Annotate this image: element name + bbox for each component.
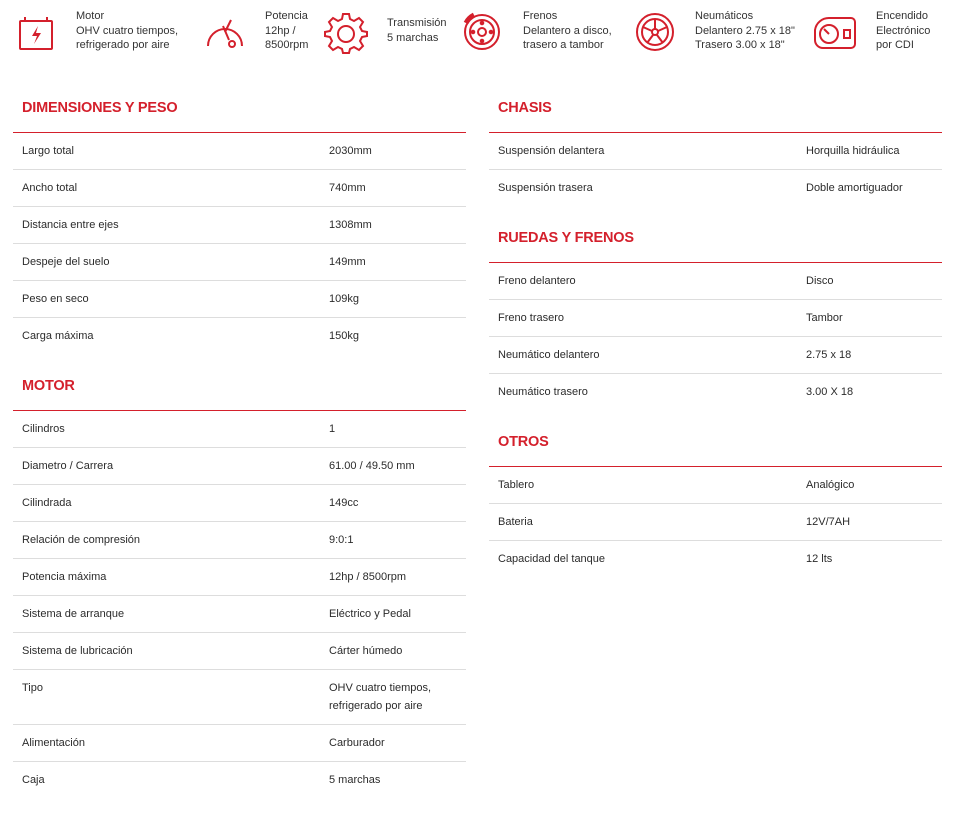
feature-frenos-line-1: Frenos [523, 10, 558, 22]
feature-motor-line-2: OHV cuatro tiempos, [76, 24, 179, 37]
spec-label: Diametro / Carrera [22, 460, 114, 472]
spec-value: Analógico [806, 479, 855, 491]
feature-neumaticos-line-1: Neumáticos [695, 10, 754, 22]
spec-row [13, 411, 466, 448]
spec-value: 149mm [329, 256, 366, 268]
spec-label: Freno delantero [498, 275, 576, 287]
battery-icon [14, 10, 58, 54]
spec-value: 149cc [329, 497, 359, 509]
spec-value: 2030mm [329, 145, 372, 157]
spec-value: 740mm [329, 182, 366, 194]
spec-label: Tipo [22, 682, 43, 694]
spec-row [489, 504, 942, 541]
spec-row [13, 596, 466, 633]
spec-label: Suspensión delantera [498, 145, 605, 157]
spec-value: Carburador [329, 737, 385, 749]
spec-label: Potencia máxima [22, 571, 107, 583]
spec-row [13, 559, 466, 596]
spec-row [13, 633, 466, 670]
spec-row [489, 170, 942, 207]
feature-frenos-line-3: trasero a tambor [523, 39, 604, 51]
spec-value: Disco [806, 275, 834, 287]
speedometer-icon [203, 10, 247, 54]
features-strip [0, 0, 955, 70]
spec-value: 12V/7AH [806, 516, 851, 528]
spec-row [13, 318, 466, 355]
feature-transmision-line-1: Transmisión [387, 17, 447, 29]
spec-value: 109kg [329, 293, 359, 305]
spec-label: Relación de compresión [22, 534, 141, 546]
spec-row [489, 541, 942, 578]
spec-value: 1308mm [329, 219, 372, 231]
spec-value: Tambor [806, 312, 843, 324]
feature-potencia-line-1: Potencia [265, 10, 308, 22]
spec-label: Freno trasero [498, 312, 565, 324]
spec-row [13, 281, 466, 318]
section-title-otros: OTROS [498, 434, 549, 450]
feature-encendido-line-3: por CDI [876, 39, 914, 51]
section-title-chasis: CHASIS [498, 100, 552, 116]
section-title-dimensiones: DIMENSIONES Y PESO [22, 100, 178, 116]
spec-label: Suspensión trasera [498, 182, 593, 194]
spec-row [13, 170, 466, 207]
section-title-ruedas: RUEDAS Y FRENOS [498, 230, 634, 246]
spec-row [13, 244, 466, 281]
spec-row [489, 133, 942, 170]
spec-row [489, 467, 942, 504]
wheel-icon [633, 10, 677, 54]
spec-row [489, 300, 942, 337]
gear-icon [324, 10, 368, 54]
section-title-motor: MOTOR [22, 378, 75, 394]
spec-label: Tablero [498, 479, 535, 491]
feature-frenos-line-2: Delantero a disco, [523, 24, 612, 37]
feature-neumaticos-line-3: Trasero 3.00 x 18" [695, 39, 785, 51]
spec-value: 150kg [329, 330, 359, 342]
spec-label: Cilindros [22, 423, 65, 435]
spec-row [489, 374, 942, 411]
spec-value: 2.75 x 18 [806, 349, 852, 361]
spec-label: Sistema de lubricación [22, 645, 133, 657]
spec-value: Cárter húmedo [329, 645, 403, 657]
spec-value: Eléctrico y Pedal [329, 608, 411, 620]
brake-disc-icon [460, 10, 504, 54]
spec-row [13, 725, 466, 762]
spec-value: 12hp / 8500rpm [329, 571, 407, 583]
feature-encendido-line-2: Electrónico [876, 24, 931, 37]
spec-value: 61.00 / 49.50 mm [329, 460, 415, 472]
spec-row [13, 448, 466, 485]
spec-row [13, 762, 466, 799]
spec-label: Carga máxima [22, 330, 94, 342]
spec-value-line-2: refrigerado por aire [329, 700, 423, 712]
spec-label: Distancia entre ejes [22, 219, 119, 231]
spec-label: Cilindrada [22, 497, 72, 509]
spec-label: Ancho total [22, 182, 78, 194]
feature-motor-line-1: Motor [76, 10, 105, 22]
spec-label: Peso en seco [22, 293, 89, 305]
ignition-gauge-icon [811, 10, 859, 54]
spec-row [13, 133, 466, 170]
spec-label: Neumático trasero [498, 386, 588, 398]
spec-label: Alimentación [22, 737, 85, 749]
spec-label: Neumático delantero [498, 349, 600, 361]
spec-value: Doble amortiguador [806, 182, 903, 194]
feature-neumaticos-line-2: Delantero 2.75 x 18" [695, 24, 795, 37]
spec-label: Sistema de arranque [22, 608, 125, 620]
spec-label: Caja [22, 774, 45, 786]
feature-transmision-line-2: 5 marchas [387, 31, 439, 44]
feature-potencia-line-3: 8500rpm [265, 39, 309, 51]
feature-motor-line-3: refrigerado por aire [76, 39, 170, 51]
spec-label: Despeje del suelo [22, 256, 110, 268]
feature-potencia-line-2: 12hp / [265, 24, 296, 37]
spec-row [13, 485, 466, 522]
spec-value: OHV cuatro tiempos, [329, 682, 432, 694]
spec-row [489, 337, 942, 374]
spec-row [13, 207, 466, 244]
spec-value: 12 lts [806, 553, 833, 565]
spec-value: 1 [329, 423, 336, 435]
spec-label: Largo total [22, 145, 74, 157]
spec-value: 3.00 X 18 [806, 386, 854, 398]
spec-label: Capacidad del tanque [498, 553, 606, 565]
spec-row [13, 670, 466, 725]
spec-row [489, 263, 942, 300]
feature-encendido-line-1: Encendido [876, 10, 928, 22]
spec-value: 5 marchas [329, 774, 381, 786]
spec-label: Bateria [498, 516, 533, 528]
spec-value: Horquilla hidráulica [806, 145, 900, 157]
spec-value: 9:0:1 [329, 534, 354, 546]
spec-row [13, 522, 466, 559]
